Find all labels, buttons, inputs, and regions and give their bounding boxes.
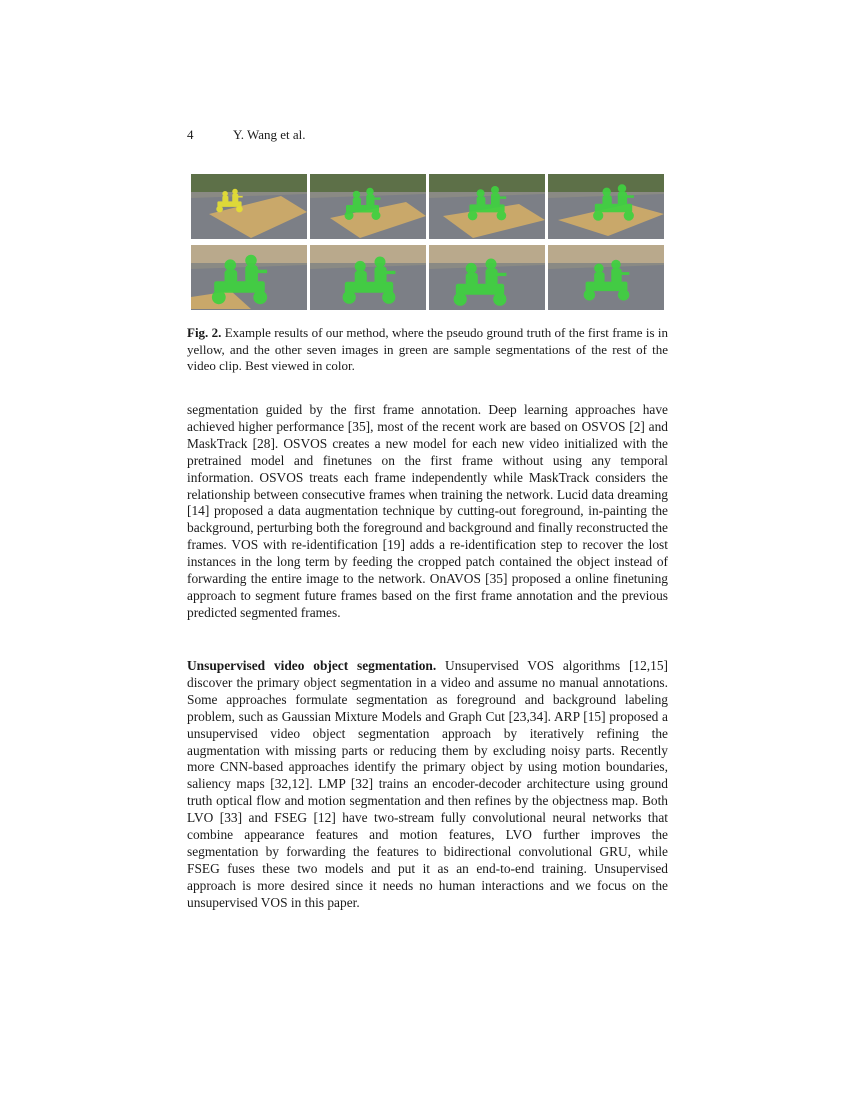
video-frame-thumbnail [310, 174, 426, 239]
caption-label: Fig. 2. [187, 325, 222, 340]
frame-image [310, 174, 426, 239]
caption-text: Example results of our method, where the pseudo ground truth of the first frame is in yellow, and the other seven images in green are sample segmentations of the rest of the video clip. Best viewed in color. [187, 325, 668, 373]
frame-image [310, 245, 426, 310]
video-frame-thumbnail [429, 245, 545, 310]
frame-image [191, 245, 307, 310]
frame-image [548, 174, 664, 239]
frame-grid [191, 174, 663, 310]
video-frame-thumbnail [548, 174, 664, 239]
frame-image [429, 245, 545, 310]
background-buildings [429, 174, 545, 194]
video-frame-thumbnail [191, 245, 307, 310]
page-number: 4 [187, 127, 194, 142]
video-frame-thumbnail [310, 245, 426, 310]
running-title: Y. Wang et al. [233, 127, 306, 142]
frame-image [191, 174, 307, 239]
section-run-in-heading: Unsupervised video object segmentation. [187, 658, 437, 673]
figure-caption [187, 325, 668, 375]
paragraph-unsupervised [187, 658, 668, 912]
frame-image [429, 174, 545, 239]
paragraph-text: segmentation guided by the first frame annotation. Deep learning approaches have achieved higher performance [35], most of the recent work are based on OSVOS [2] and MaskTrack [28]. OSVOS creates a new model for each new video initialized with the pretrained model and finetunes on the first frame without using any temporal information. OSVOS treats each frame independently while MaskTrack considers the relationship between consecutive frames when training the network. Lucid data dreaming [14] proposed a data augmentation technique by cutting-out foreground, in-painting the background, perturbing both the foreground and background and finally reconstructed the frames. VOS with re-identification [19] adds a re-identification step to recover the lost instances in the long term by feeding the cropped patch contained the object instead of forwarding the entire image to the network. OnAVOS [35] proposed a online finetuning approach to segment future frames based on the first frame annotation and the previous predicted segmented frames. [187, 402, 668, 620]
paragraph-text: Unsupervised VOS algorithms [12,15] discover the primary object segmentation in a video and assume no manual annotations. Some approaches formulate segmentation as foreground and background labeling problem, such as Gaussian Mixture Models and Graph Cut [23,34]. ARP [15] proposed a unsupervised video object segmentation approach by iteratively refining the augmentation with missing parts or reducing them by excluding noisy parts. Recently more CNN-based approaches identify the primary object by using motion boundaries, saliency maps [32,12]. LMP [32] trains an encoder-decoder architecture using ground truth optical flow and motion segmentation and then refines by the objectness map. Both LVO [33] and FSEG [12] have two-stream fully convolutional neural networks that combine appearance features and motion features, LVO further improves the segmentation by forwarding the features to bidirectional convolutional GRU, while FSEG fuses these two models and put it as an end-to-end training. Unsupervised approach is more desired since it needs no human interactions and we focus on the unsupervised VOS in this paper. [187, 658, 668, 910]
paragraph-semi-supervised [187, 402, 668, 622]
video-frame-thumbnail [191, 174, 307, 239]
video-frame-thumbnail [429, 174, 545, 239]
background-buildings [191, 174, 307, 194]
running-header [187, 127, 306, 143]
frame-image [548, 245, 664, 310]
figure-2 [191, 174, 663, 310]
background-buildings [548, 245, 664, 265]
background-buildings [310, 245, 426, 265]
video-frame-thumbnail [548, 245, 664, 310]
